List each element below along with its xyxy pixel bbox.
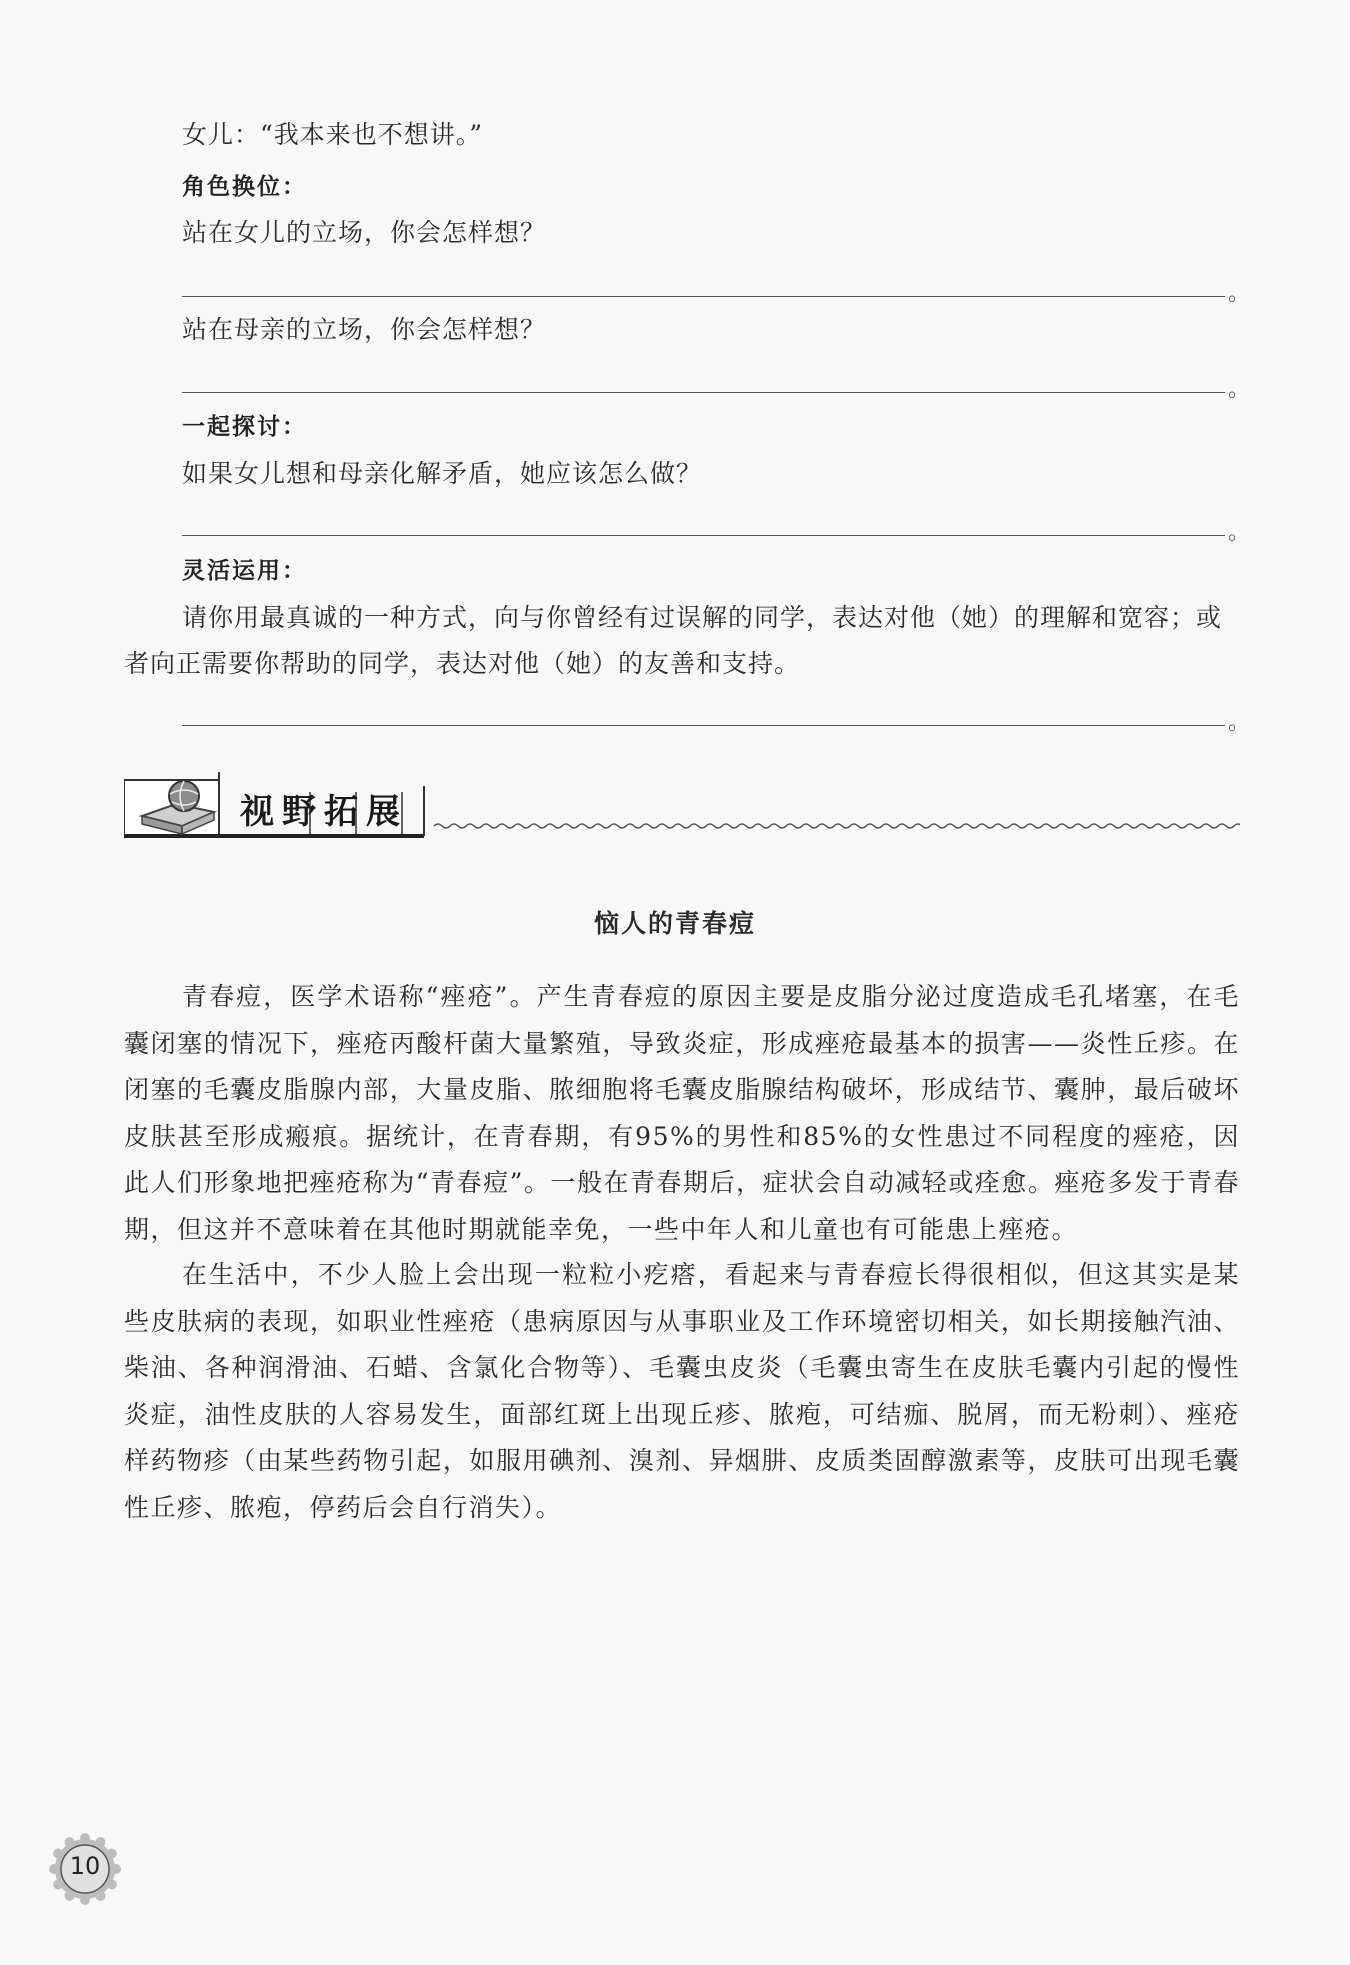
apply-text-line-1: 请你用最真诚的一种方式，向与你曾经有过误解的同学，表达对他（她）的理解和宽容；或 [182,603,1223,632]
role-swap-heading: 角色换位： [182,174,307,200]
article-title: 恼人的青春痘 [593,909,756,938]
answer-end-mark: 。 [1228,281,1251,306]
role-swap-question-1: 站在女儿的立场，你会怎样想？ [182,218,547,247]
answer-line-4[interactable] [182,725,1225,726]
discuss-heading: 一起探讨： [182,414,307,440]
apply-text-line-2: 者向正需要你帮助的同学，表达对他（她）的友善和支持。 [124,649,801,678]
answer-line-3[interactable] [182,535,1225,536]
answer-end-mark: 。 [1228,377,1251,402]
article-paragraph-1: 青春痘，医学术语称“痤疮”。产生青春痘的原因主要是皮脂分泌过度造成毛孔堵塞，在毛囊闭塞的情况下，痤疮丙酸杆菌大量繁殖，导致炎症，形成痤疮最基本的损害——炎性丘疹。在闭塞的毛囊皮脂腺内部，大量皮脂、脓细胞将毛囊皮脂腺结构破坏，形成结节、囊肿，最后破坏皮肤甚至形成瘢痕。据统计，在青春期，有95%的男性和85%的女性患过不同程度的痤疮，因此人们形象地把痤疮称为“青春痘”。一般在青春期后，症状会自动减轻或痊愈。痤疮多发于青春期，但这并不意味着在其他时期就能幸免，一些中年人和儿童也有可能患上痤疮。 [124,982,1240,1244]
answer-end-mark: 。 [1228,520,1251,545]
answer-end-mark: 。 [1228,710,1251,735]
answer-line-1[interactable] [182,296,1225,297]
page-number: 10 [69,1852,101,1880]
role-swap-question-2: 站在母亲的立场，你会怎样想？ [182,315,547,344]
apply-heading: 灵活运用： [182,558,307,584]
answer-line-2[interactable] [182,392,1225,393]
discuss-question: 如果女儿想和母亲化解矛盾，她应该怎么做？ [182,459,703,488]
section-title: 视野拓展 [240,792,408,832]
dialogue-line: 女儿：“我本来也不想讲。” [182,120,484,149]
article-paragraph-2: 在生活中，不少人脸上会出现一粒粒小疙瘩，看起来与青春痘长得很相似，但这其实是某些皮肤病的表现，如职业性痤疮（患病原因与从事职业及工作环境密切相关，如长期接触汽油、柴油、各种润滑油、石蜡、含氯化合物等）、毛囊虫皮炎（毛囊虫寄生在皮肤毛囊内引起的慢性炎症，油性皮肤的人容易发生，面部红斑上出现丘疹、脓疱，可结痂、脱屑，而无粉刺）、痤疮样药物疹（由某些药物引起，如服用碘剂、溴剂、异烟肼、皮质类固醇激素等，皮肤可出现毛囊性丘疹、脓疱，停药后会自行消失）。 [124,1260,1240,1522]
